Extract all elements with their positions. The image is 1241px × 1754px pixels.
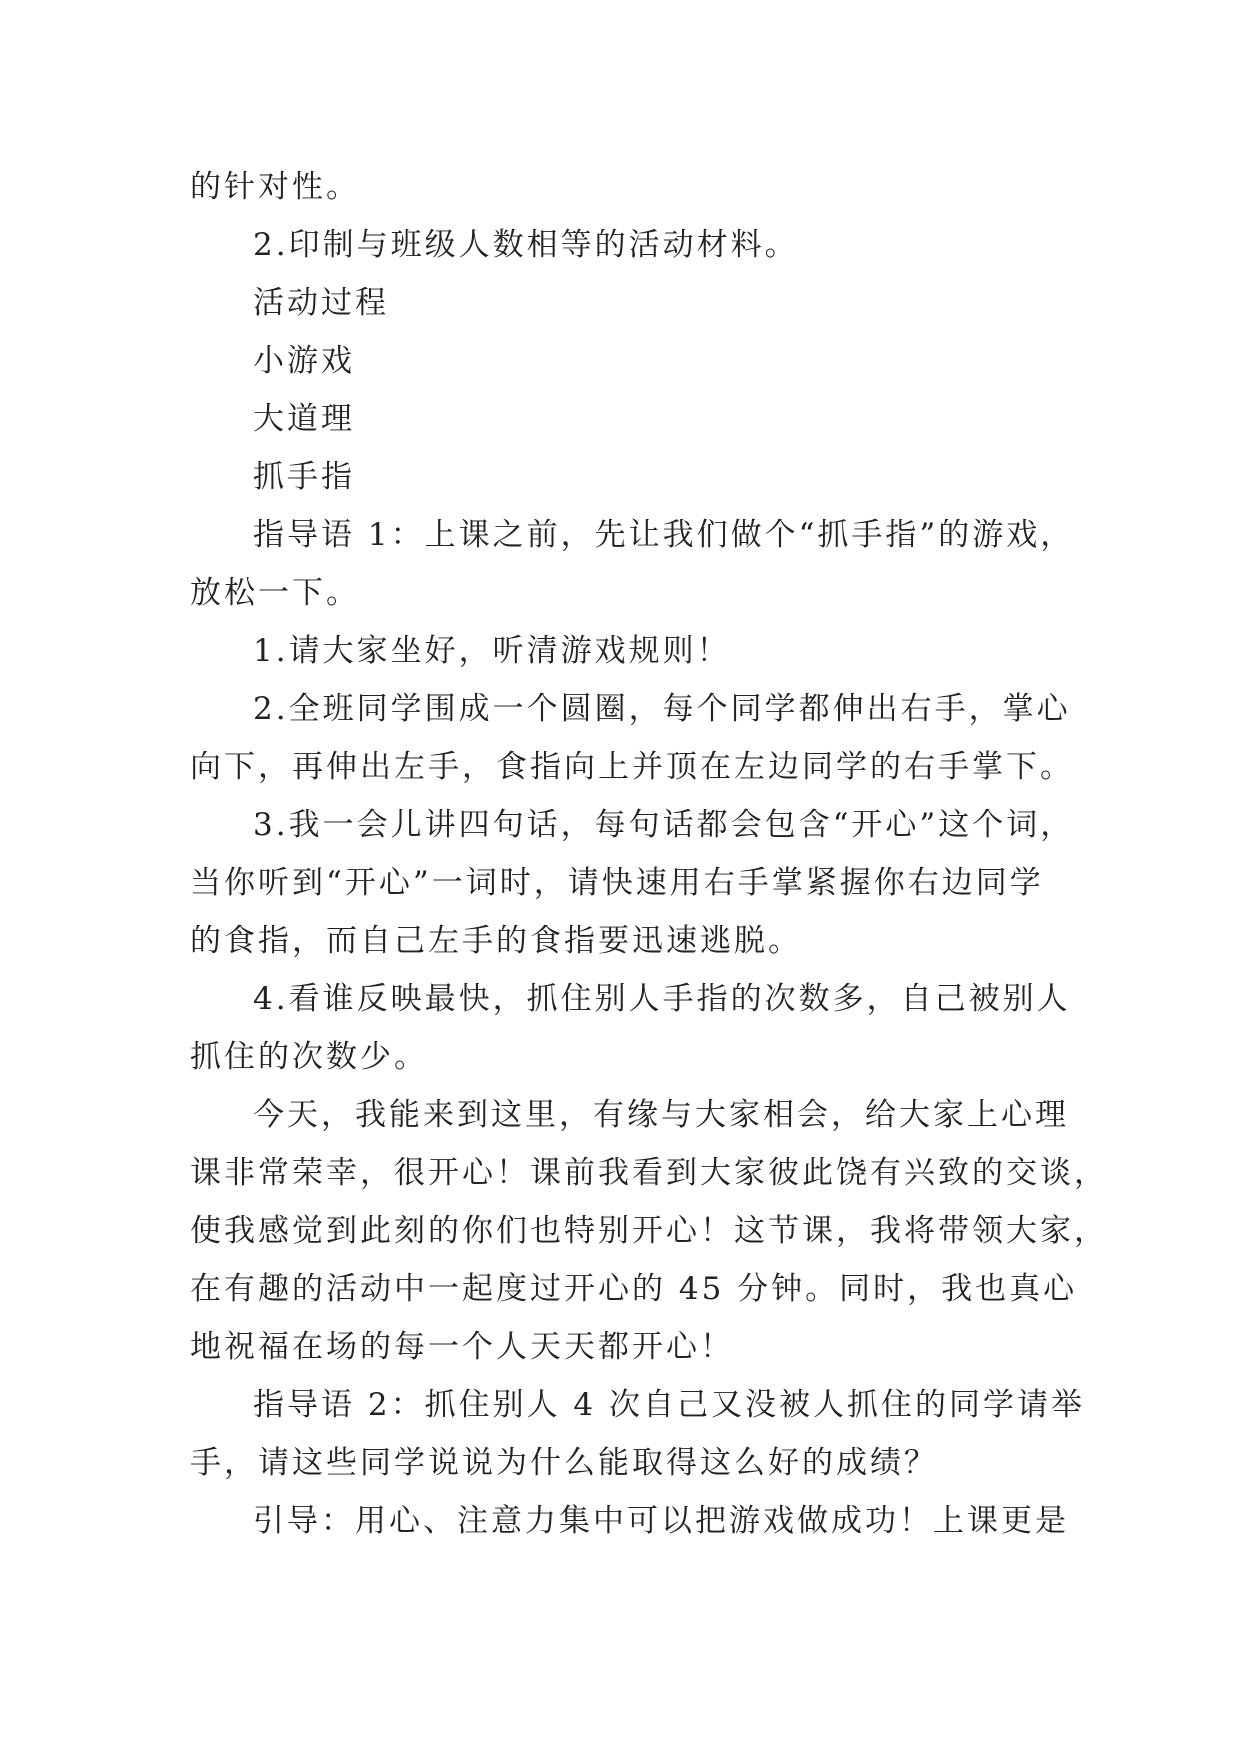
text-line: 抓手指 <box>253 459 355 495</box>
text-line: 地祝福在场的每一个人天天都开心！ <box>190 1329 734 1365</box>
text-line: 手，请这些同学说说为什么能取得这么好的成绩？ <box>190 1445 938 1481</box>
text-line: 3.我一会儿讲四句话，每句话都会包含“开心”这个词， <box>253 807 1075 843</box>
text-line: 引导：用心、注意力集中可以把游戏做成功！上课更是 <box>253 1503 1069 1539</box>
text-line: 放松一下。 <box>190 575 360 611</box>
text-line: 小游戏 <box>253 343 355 379</box>
text-line: 指导语 1：上课之前，先让我们做个“抓手指”的游戏， <box>253 517 1075 553</box>
text-line: 的食指，而自己左手的食指要迅速逃脱。 <box>190 923 802 959</box>
text-line: 指导语 2：抓住别人 4 次自己又没被人抓住的同学请举 <box>253 1387 1086 1423</box>
text-line: 在有趣的活动中一起度过开心的 45 分钟。同时，我也真心 <box>190 1271 1078 1307</box>
text-line: 使我感觉到此刻的你们也特别开心！这节课，我将带领大家， <box>190 1213 1108 1249</box>
text-line: 1.请大家坐好，听清游戏规则！ <box>253 633 731 669</box>
text-line: 活动过程 <box>253 285 389 321</box>
text-line: 今天，我能来到这里，有缘与大家相会，给大家上心理 <box>253 1097 1069 1133</box>
document-body <box>190 158 1108 1550</box>
text-line: 向下，再伸出左手，食指向上并顶在左边同学的右手掌下。 <box>190 749 1074 785</box>
text-line: 大道理 <box>253 401 355 437</box>
text-line: 当你听到“开心”一词时，请快速用右手掌紧握你右边同学 <box>190 865 1044 901</box>
text-line: 的针对性。 <box>190 169 360 205</box>
text-line: 抓住的次数少。 <box>190 1039 428 1075</box>
text-line: 2.全班同学围成一个圆圈，每个同学都伸出右手，掌心 <box>253 691 1071 727</box>
text-line: 课非常荣幸，很开心！课前我看到大家彼此饶有兴致的交谈， <box>190 1155 1108 1191</box>
text-line: 4.看谁反映最快，抓住别人手指的次数多，自己被别人 <box>253 981 1071 1017</box>
text-line: 2.印制与班级人数相等的活动材料。 <box>253 227 799 263</box>
